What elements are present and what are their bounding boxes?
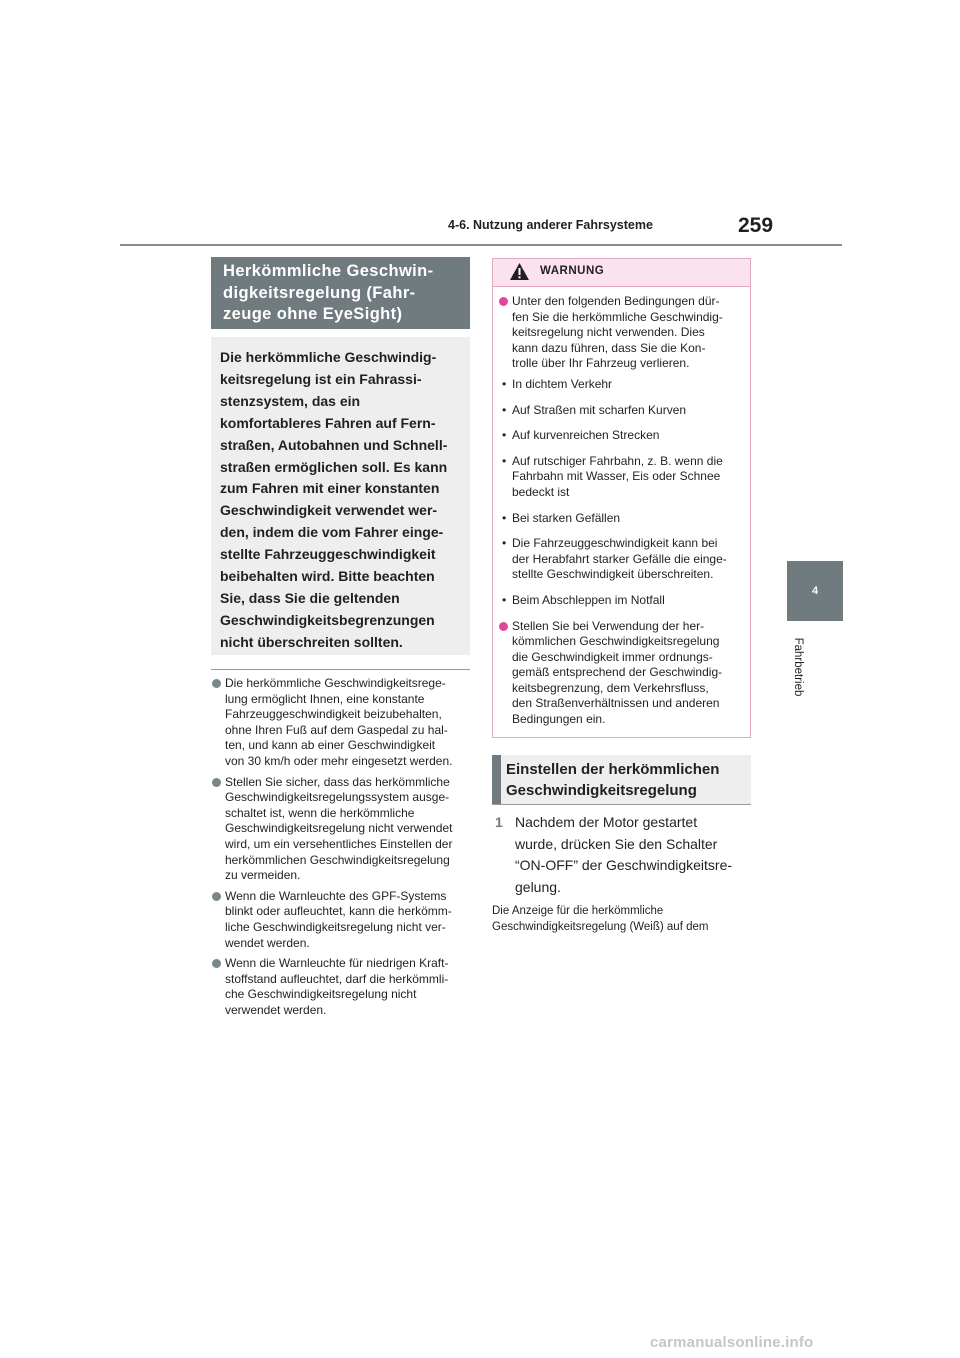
text-line: straßen ermöglichen soll. Es kann: [220, 458, 448, 475]
text-line: Wenn die Warnleuchte für niedrigen Kraft-: [225, 956, 449, 971]
bullet-icon: •: [502, 453, 507, 468]
text-line: Die Anzeige für die herkömmliche: [492, 905, 664, 917]
text-line: stenzsystem, das ein: [220, 392, 361, 409]
bullet-dot-icon: [499, 622, 508, 631]
text-line: Beim Abschleppen im Notfall: [512, 592, 665, 607]
text-line: lung ermöglicht Ihnen, eine konstante: [225, 691, 425, 706]
text-line: wurde, drücken Sie den Schalter: [515, 835, 718, 852]
text-line: Wenn die Warnleuchte des GPF-Systems: [225, 888, 447, 903]
text-line: kann dazu führen, dass Sie die Kon-: [512, 340, 706, 355]
bullet-dot-icon: [499, 297, 508, 306]
text-line: “ON-OFF” der Geschwindigkeitsre-: [515, 857, 733, 873]
chapter-tab[interactable]: 4: [787, 561, 843, 621]
text-line: nicht überschreiten sollten.: [220, 633, 403, 650]
text-line: Geschwindigkeitsregelung (Weiß) auf dem: [492, 920, 709, 933]
text-line: blinkt oder aufleuchtet, kann die herkömm-: [225, 904, 452, 919]
step-number: 1: [495, 814, 503, 830]
step-1: [492, 812, 751, 898]
text-line: der Herabfahrt starker Gefälle die einge-: [512, 551, 727, 566]
intro-box: [211, 337, 470, 655]
bullet-dot-icon: [212, 959, 221, 968]
text-line: wendet werden.: [225, 935, 310, 950]
header-divider: [120, 244, 842, 246]
warning-triangle-icon: [509, 262, 530, 281]
step-description: [492, 904, 751, 935]
section-heading-cruise-control: [211, 257, 470, 329]
text-line: Die herkömmliche Geschwindigkeitsrege-: [225, 676, 446, 690]
text-line: In dichtem Verkehr: [512, 376, 613, 391]
text-line: Auf rutschiger Fahrbahn, z. B. wenn die: [512, 453, 723, 468]
text-line: Fahrzeuggeschwindigkeit beizubehalten,: [225, 707, 442, 722]
section-heading-settings: [492, 755, 751, 805]
warning-condition: [499, 593, 742, 609]
page-number: 259: [738, 214, 774, 237]
text-line: stellte Fahrzeuggeschwindigkeit: [220, 546, 436, 563]
heading-line: zeuge ohne EyeSight): [223, 305, 403, 323]
text-line: von 30 km/h oder mehr eingesetzt werden.: [225, 753, 453, 768]
text-line: Bei starken Gefällen: [512, 510, 621, 525]
step-text: [492, 812, 751, 898]
heading-line: Herkömmliche Geschwin-: [223, 262, 434, 280]
text-line: trolle über Ihr Fahrzeug verlieren.: [512, 356, 690, 371]
warning-condition: [499, 428, 742, 444]
text-line: stellte Geschwindigkeit überschreiten.: [512, 567, 714, 582]
warning-condition: [499, 454, 742, 501]
text-line: Geschwindigkeitsregelung nicht verwendet: [225, 821, 453, 836]
chapter-label-text: Fahrbetrieb: [792, 637, 804, 697]
warning-condition: [499, 403, 742, 419]
text-line: Die Fahrzeuggeschwindigkeit kann bei: [512, 536, 718, 551]
bullet-icon: •: [502, 510, 507, 525]
text-line: verwendet werden.: [225, 1002, 327, 1017]
heading-line: Einstellen der herkömmlichen: [506, 761, 720, 778]
settings-divider: [492, 804, 751, 805]
text-line: stoffstand aufleuchtet, darf die herkömmli-: [225, 971, 449, 986]
bullet-icon: •: [502, 428, 507, 443]
text-line: kömmlichen Geschwindigkeitsregelung: [512, 634, 720, 649]
warning-condition: [499, 377, 742, 393]
text-line: ohne Ihren Fuß auf dem Gaspedal zu hal-: [225, 722, 448, 737]
text-line: keitsbegrenzung, dem Verkehrsfluss,: [512, 680, 709, 695]
text-line: Nachdem der Motor gestartet: [515, 814, 698, 830]
text-line: Stellen Sie bei Verwendung der her-: [512, 618, 705, 633]
warning-body: [493, 287, 750, 728]
section-title: 4-6. Nutzung anderer Fahrsysteme: [448, 218, 653, 232]
text-line: den, indem die vom Fahrer einge-: [220, 524, 444, 541]
text-line: beibehalten wird. Bitte beachten: [220, 568, 435, 585]
text-line: Bedingungen ein.: [512, 712, 606, 727]
note-item: [211, 889, 470, 951]
bullet-icon: •: [502, 402, 507, 417]
text-line: Unter den folgenden Bedingungen dür-: [512, 294, 720, 308]
warning-condition: [499, 511, 742, 527]
text-line: che Geschwindigkeitsregelung nicht: [225, 987, 417, 1002]
text-line: Die herkömmliche Geschwindig-: [220, 349, 437, 365]
text-line: Sie, dass Sie die geltenden: [220, 589, 400, 606]
text-line: Fahrbahn mit Wasser, Eis oder Schnee: [512, 469, 721, 484]
text-line: zu vermeiden.: [225, 868, 301, 883]
bullet-dot-icon: [212, 679, 221, 688]
warning-header: [493, 259, 750, 287]
left-divider: [211, 669, 470, 670]
bullet-dot-icon: [212, 778, 221, 787]
heading-line: digkeitsregelung (Fahr-: [223, 283, 416, 302]
text-line: komfortableres Fahren auf Fern-: [220, 414, 436, 431]
text-line: den Straßenverhältnissen und anderen: [512, 696, 720, 711]
text-line: Auf Straßen mit scharfen Kurven: [512, 402, 687, 417]
text-line: straßen, Autobahnen und Schnell-: [220, 436, 448, 453]
bullet-icon: •: [502, 536, 507, 551]
text-line: Geschwindigkeit verwendet wer-: [220, 502, 438, 519]
note-item: [211, 676, 470, 770]
text-line: herkömmlichen Geschwindigkeitsregelung: [225, 852, 450, 867]
text-line: Stellen Sie sicher, dass das herkömmliche: [225, 774, 450, 789]
warning-condition: [499, 536, 742, 583]
text-line: schaltet ist, wenn die herkömmliche: [225, 805, 415, 820]
bullet-icon: •: [502, 376, 507, 391]
warning-item: [499, 294, 742, 372]
note-item: [211, 775, 470, 884]
text-line: zum Fahren mit einer konstanten: [220, 480, 440, 497]
warning-title: WARNUNG: [540, 265, 605, 277]
text-line: Geschwindigkeitsbegrenzungen: [220, 611, 435, 628]
bullet-icon: •: [502, 592, 507, 607]
text-line: Auf kurvenreichen Strecken: [512, 428, 660, 443]
heading-line: Geschwindigkeitsregelung: [506, 782, 697, 799]
chapter-label: [790, 632, 806, 702]
text-line: bedeckt ist: [512, 484, 570, 499]
text-line: gelung.: [515, 878, 561, 895]
text-line: ten, und kann ab einer Geschwindigkeit: [225, 738, 436, 753]
note-item: [211, 956, 470, 1018]
text-line: keitsregelung ist ein Fahrassi-: [220, 370, 422, 387]
text-line: Geschwindigkeitsregelungssystem ausge-: [225, 790, 450, 805]
text-line: die Geschwindigkeit immer ordnungs-: [512, 649, 713, 664]
text-line: liche Geschwindigkeitsregelung nicht ver-: [225, 919, 446, 934]
text-line: keitsregelung nicht verwenden. Dies: [512, 325, 705, 340]
warning-box: [492, 258, 751, 738]
notes-list: [211, 676, 470, 1023]
watermark[interactable]: carmanualsonline.info: [650, 1334, 814, 1351]
text-line: gemäß entsprechend der Geschwindig-: [512, 665, 723, 680]
text-line: fen Sie die herkömmliche Geschwindig-: [512, 309, 723, 324]
warning-item: [499, 619, 742, 728]
bullet-dot-icon: [212, 892, 221, 901]
text-line: wird, um ein versehentliches Einstellen der: [225, 836, 453, 851]
